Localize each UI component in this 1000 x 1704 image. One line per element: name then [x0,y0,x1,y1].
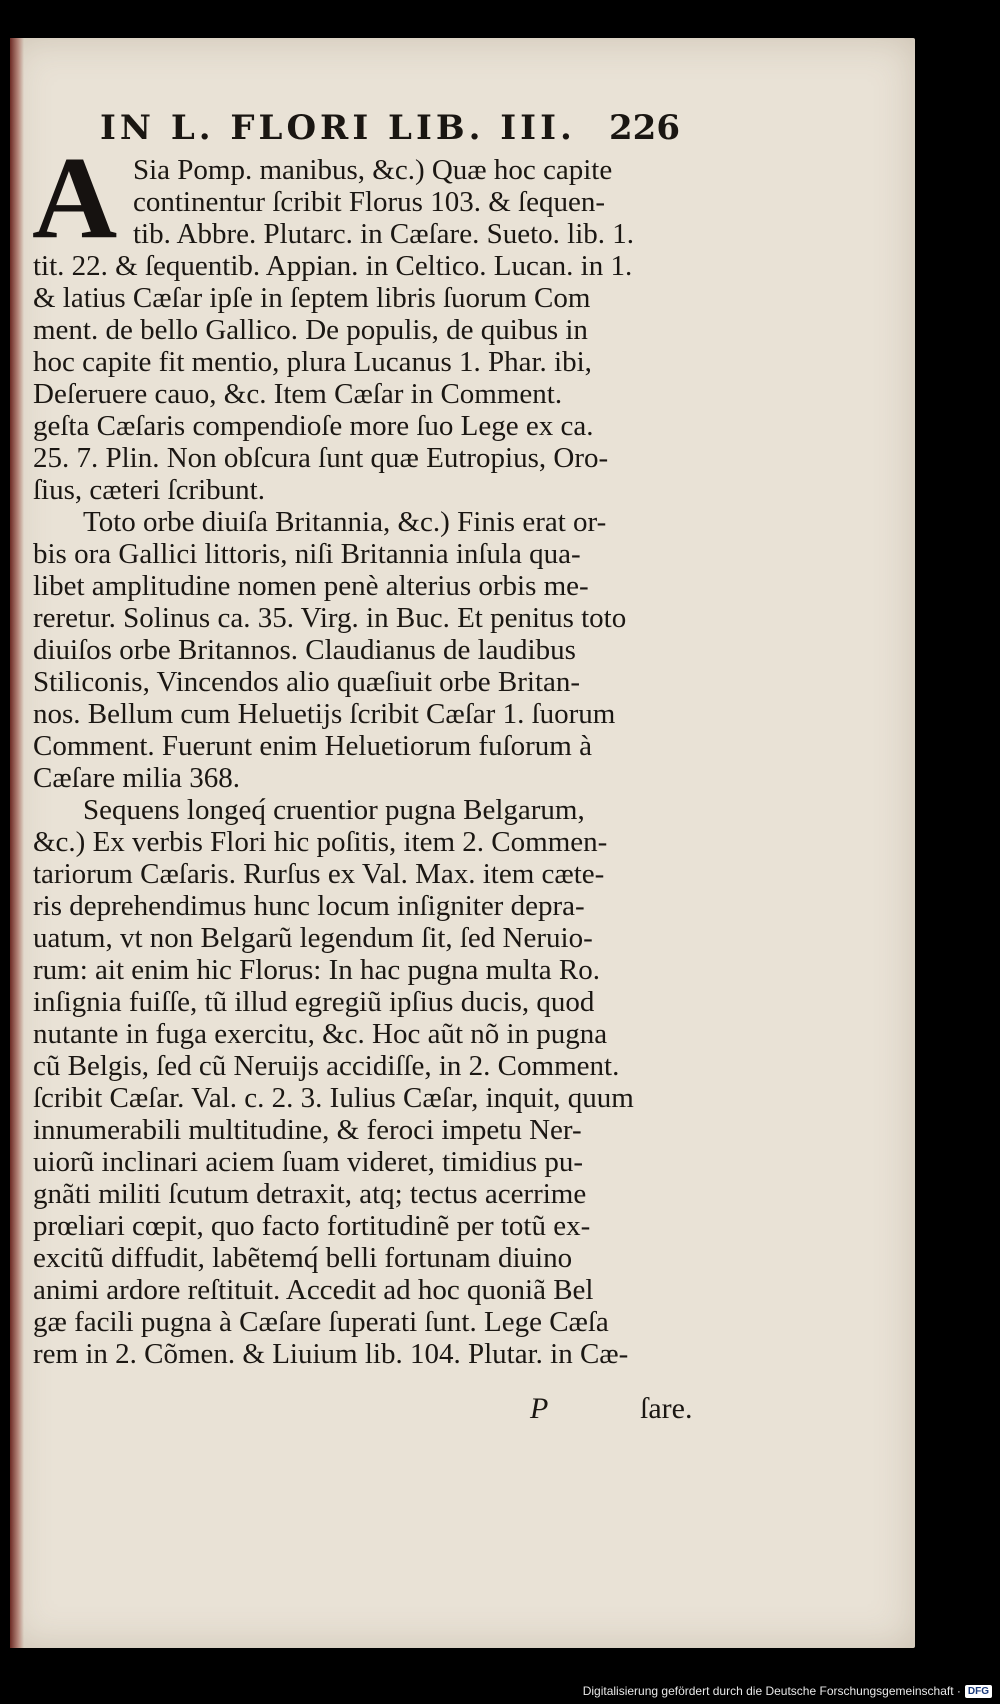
text-line: ment. de bello Gallico. De populis, de quibus in [33,314,588,346]
paragraph-1-opening [33,154,693,250]
text-line: innumerabili multitudine, & feroci impetu Ner- [33,1114,582,1146]
text-line: &c.) Ex verbis Flori hic poſitis, item 2. Commen- [33,826,608,858]
text-line: Sia Pomp. manibus, &c.) Quæ hoc capite [133,154,613,186]
text-line: libet amplitudine nomen penè alterius orbis me- [33,570,589,602]
text-line: tariorum Cæſaris. Rurſus ex Val. Max. item cæte- [33,858,605,890]
text-line: Comment. Fuerunt enim Heluetiorum fuſorum à [33,730,592,762]
body-text [33,154,693,1370]
text-line: tit. 22. & ſequentib. Appian. in Celtico. Lucan. in 1. [33,250,633,282]
text-line: gæ facili pugna à Cæſare ſuperati ſunt. Lege Cæſa [33,1306,609,1338]
text-line: uiorũ inclinari aciem ſuam videret, timidius pu- [33,1146,584,1178]
text-line: inſignia fuiſſe, tũ illud egregiũ ipſius ducis, quod [33,986,595,1018]
text-line: bis ora Gallici littoris, niſi Britannia inſula qua- [33,538,581,570]
dfg-logo: DFG [965,1685,992,1698]
text-line: reretur. Solinus ca. 35. Virg. in Buc. Et penitus toto [33,602,627,634]
text-line: rum: ait enim hic Florus: In hac pugna multa Ro. [33,954,601,986]
text-line: & latius Cæſar ipſe in ſeptem libris ſuorum Com [33,282,591,314]
text-line: nos. Bellum cum Heluetijs ſcribit Cæſar 1. ſuorum [33,698,616,730]
paragraph-1 [33,250,693,506]
text-line: gnãti militi ſcutum detraxit, atq; tectus acerrime [33,1178,587,1210]
text-line: diuiſos orbe Britannos. Claudianus de laudibus [33,634,576,666]
running-head: IN L. FLORI LIB. III. [100,108,576,148]
text-line: ris deprehendimus hunc locum inſigniter depra- [33,890,585,922]
text-line: excitũ diffudit, labẽtemq́ belli fortunam diuino [33,1242,573,1274]
text-line: Toto orbe diuiſa Britannia, &c.) Finis erat or- [83,506,607,538]
text-line: 25. 7. Plin. Non obſcura ſunt quæ Eutropius, Oro- [33,442,609,474]
text-line: ſius, cæteri ſcribunt. [33,474,265,506]
text-line: hoc capite fit mentio, plura Lucanus 1. Phar. ibi, [33,346,592,378]
credit-text: Digitalisierung gefördert durch die Deutsche Forschungsgemeinschaft · [582,1684,961,1698]
page-number: 226 [609,108,680,148]
text-line: Cæſare milia 368. [33,762,240,794]
paragraph-3 [33,794,693,1370]
text-line: uatum, vt non Belgarũ legendum ſit, ſed Neruio- [33,922,593,954]
text-line: ſcribit Cæſar. Val. c. 2. 3. Iulius Cæſar, inquit, quum [33,1082,634,1114]
text-line: Stiliconis, Vincendos alio quæſiuit orbe Britan- [33,666,581,698]
text-line: geſta Cæſaris compendioſe more ſuo Lege ex ca. [33,410,594,442]
text-line: tib. Abbre. Plutarc. in Cæſare. Sueto. lib. 1. [133,218,635,250]
digitization-credit [583,1682,992,1700]
text-line: continentur ſcribit Florus 103. & ſequen- [133,186,605,218]
catchword: ſare. [640,1392,693,1425]
paragraph-2 [33,506,693,794]
text-line: nutante in fuga exercitu, &c. Hoc aũt nõ in pugna [33,1018,608,1050]
text-line: rem in 2. Cõmen. & Liuium lib. 104. Plutar. in Cæ- [33,1338,629,1370]
text-line: Sequens longeq́ cruentior pugna Belgarum, [83,794,585,826]
text-line: Deſeruere cauo, &c. Item Cæſar in Comment. [33,378,563,410]
signature-mark: P [530,1392,549,1425]
page-header [100,108,680,156]
text-line: animi ardore reſtituit. Accedit ad hoc quoniã Bel [33,1274,594,1306]
drop-capital: A [32,132,118,263]
text-line: prœliari cœpit, quo facto fortitudinẽ per totũ ex- [33,1210,591,1242]
text-line: cũ Belgis, ſed cũ Neruijs accidiſſe, in 2. Comment. [33,1050,620,1082]
